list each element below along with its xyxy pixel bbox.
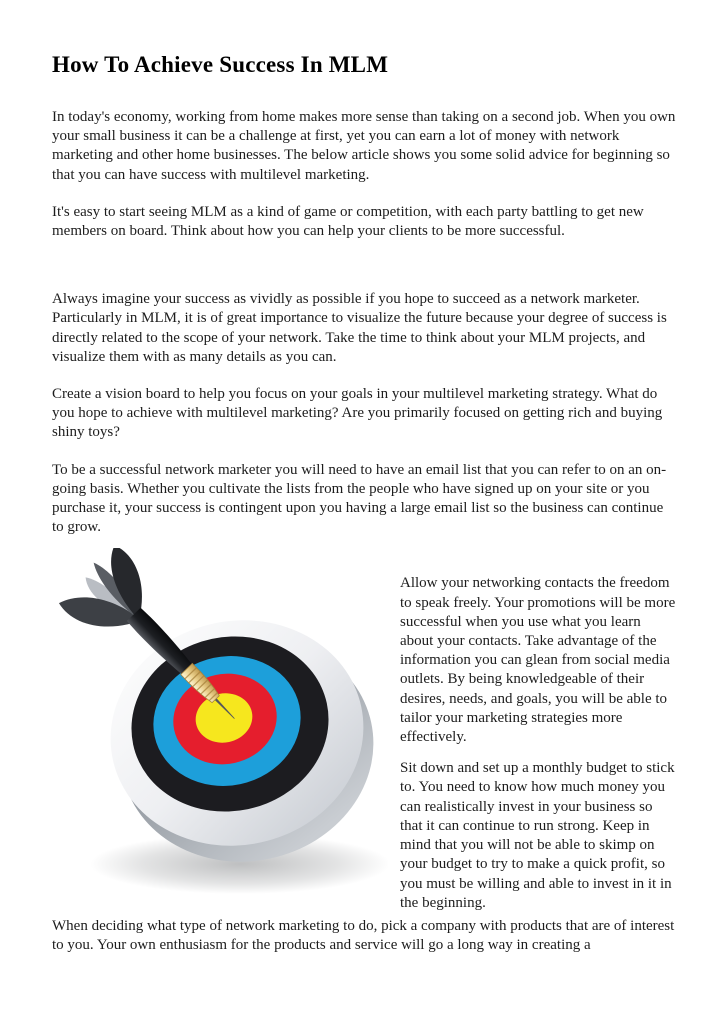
article-title: How To Achieve Success In MLM xyxy=(52,52,389,77)
article-paragraph: It's easy to start seeing MLM as a kind of game or competition, with each party battling to get new members on board. Think about how you can help your clients to be more successful. xyxy=(52,203,644,240)
article-paragraph: Allow your networking contacts the freedom to speak freely. Your promotions will be more successful when you use what you learn about your contacts. Take advantage of the information you can glean from social media outlets. By being knowledgeable of their desires, needs, and goals, you will be able to tailor your marketing strategies more effectively. xyxy=(400,575,676,746)
dart-target-illustration xyxy=(30,548,388,902)
article-paragraph: When deciding what type of network marketing to do, pick a company with products that are of interest to you. Your own enthusiasm for the products and service will go a long way in creating a xyxy=(52,917,675,954)
article-paragraph: Sit down and set up a monthly budget to stick to. You need to know how much money you can realistically invest in your business so that it can continue to run strong. Keep in mind that you will not be able to skimp on your budget to try to make a quick profit, so you must be willing and able to invest in it in the beginning. xyxy=(400,760,675,911)
article-paragraph: In today's economy, working from home makes more sense than taking on a second job. When you own your small business it can be a challenge at first, yet you can earn a lot of money with network marketing and other home businesses. The below article shows you some solid advice for beginning so that you can have success with multilevel marketing. xyxy=(52,109,676,183)
article-paragraph: Always imagine your success as vividly as possible if you hope to succeed as a network marketer. Particularly in MLM, it is of great importance to visualize the future because your degree of success is directly related to the scope of your network. Take the time to think about your MLM projects, and visualize them with as many details as you can. xyxy=(52,291,667,365)
target-rings xyxy=(89,597,384,869)
article-paragraph: Create a vision board to help you focus on your goals in your multilevel marketing strategy. What do you hope to achieve with multilevel marketing? Are you primarily focused on getting rich and buying shiny toys? xyxy=(52,386,663,441)
dart-target-image xyxy=(30,548,388,902)
article-paragraph: To be a successful network marketer you will need to have an email list that you can refer to on an on-going basis. Whether you cultivate the lists from the people who have signed up on your site or you purchase it, your success is contingent upon you having a large email list so the business can continue to grow. xyxy=(52,461,667,536)
figure-with-text-row xyxy=(30,548,678,912)
figure-side-text-column xyxy=(400,548,676,912)
